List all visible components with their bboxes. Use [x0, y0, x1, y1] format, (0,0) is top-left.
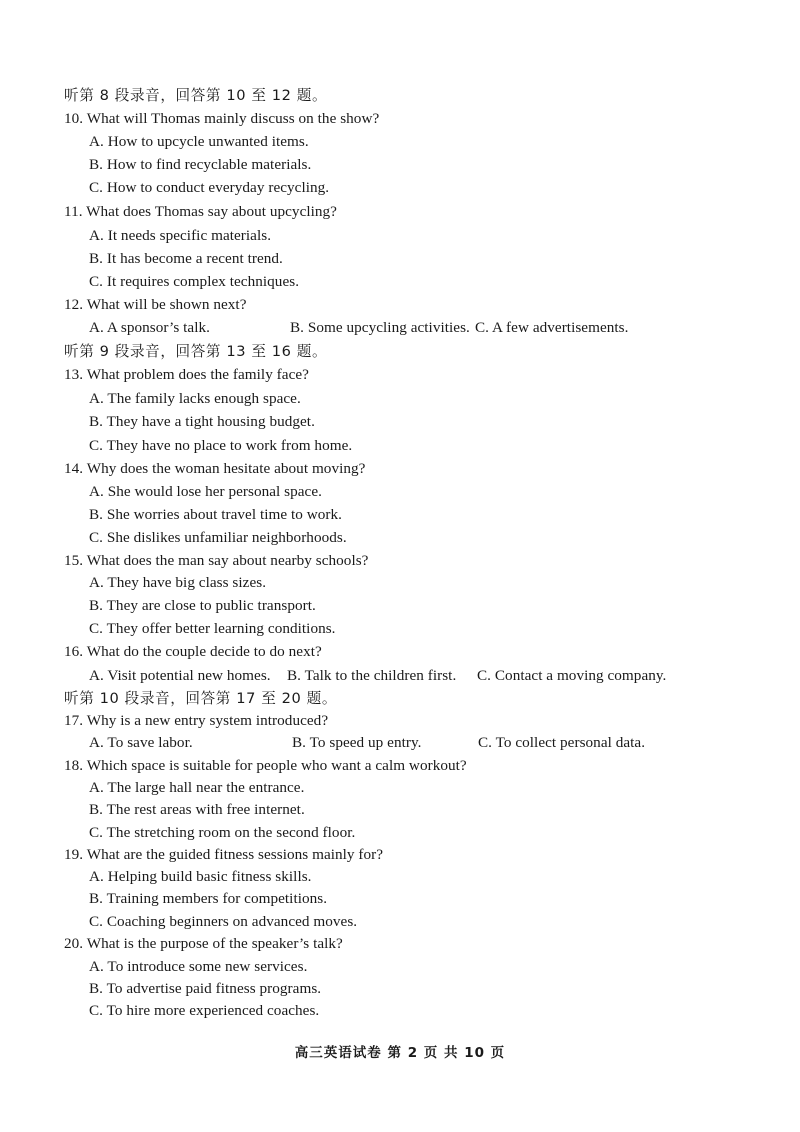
answer-option: C. She dislikes unfamiliar neighborhoods.: [89, 529, 347, 546]
page-footer: 高三英语试卷 第 2 页 共 10 页: [294, 1045, 506, 1061]
question-stem: 20. What is the purpose of the speaker’s talk?: [64, 935, 343, 952]
answer-option: C. A few advertisements.: [475, 319, 629, 336]
answer-option: B. Some upcycling activities.: [290, 319, 470, 336]
answer-option: A. To introduce some new services.: [89, 958, 308, 975]
answer-option: B. Talk to the children first.: [287, 667, 457, 684]
section-heading: 听第 8 段录音，回答第 10 至 12 题。: [64, 87, 328, 104]
answer-option: B. To speed up entry.: [292, 734, 422, 751]
answer-option: C. The stretching room on the second floor.: [89, 824, 356, 841]
answer-option: B. How to find recyclable materials.: [89, 156, 312, 173]
question-stem: 12. What will be shown next?: [64, 296, 247, 313]
answer-option: A. It needs specific materials.: [89, 227, 272, 244]
answer-option: A. How to upcycle unwanted items.: [89, 133, 309, 150]
answer-option: C. To hire more experienced coaches.: [89, 1002, 320, 1019]
question-stem: 16. What do the couple decide to do next?: [64, 643, 322, 660]
question-stem: 11. What does Thomas say about upcycling?: [64, 203, 337, 220]
answer-option: A. Visit potential new homes.: [89, 667, 271, 684]
answer-option: A. The large hall near the entrance.: [89, 779, 305, 796]
answer-option: A. A sponsor’s talk.: [89, 319, 210, 336]
question-stem: 19. What are the guided fitness sessions mainly for?: [64, 846, 384, 863]
answer-option: B. Training members for competitions.: [89, 890, 328, 907]
answer-option: B. The rest areas with free internet.: [89, 801, 305, 818]
answer-option: C. How to conduct everyday recycling.: [89, 179, 330, 196]
answer-option: C. It requires complex techniques.: [89, 273, 300, 290]
answer-option: A. The family lacks enough space.: [89, 390, 301, 407]
answer-option: C. Coaching beginners on advanced moves.: [89, 913, 358, 930]
answer-option: B. It has become a recent trend.: [89, 250, 283, 267]
question-stem: 18. Which space is suitable for people who want a calm workout?: [64, 757, 467, 774]
answer-option: C. They offer better learning conditions.: [89, 620, 336, 637]
answer-option: A. Helping build basic fitness skills.: [89, 868, 312, 885]
answer-option: B. To advertise paid fitness programs.: [89, 980, 322, 997]
answer-option: B. They have a tight housing budget.: [89, 413, 315, 430]
question-stem: 15. What does the man say about nearby schools?: [64, 552, 369, 569]
section-heading: 听第 10 段录音，回答第 17 至 20 题。: [64, 690, 338, 707]
answer-option: C. To collect personal data.: [478, 734, 646, 751]
question-stem: 14. Why does the woman hesitate about moving?: [64, 460, 366, 477]
question-stem: 17. Why is a new entry system introduced?: [64, 712, 329, 729]
answer-option: A. To save labor.: [89, 734, 193, 751]
question-stem: 13. What problem does the family face?: [64, 366, 309, 383]
answer-option: B. They are close to public transport.: [89, 597, 316, 614]
answer-option: A. She would lose her personal space.: [89, 483, 322, 500]
answer-option: A. They have big class sizes.: [89, 574, 267, 591]
section-heading: 听第 9 段录音，回答第 13 至 16 题。: [64, 343, 328, 360]
answer-option: C. Contact a moving company.: [477, 667, 667, 684]
answer-option: C. They have no place to work from home.: [89, 437, 353, 454]
question-stem: 10. What will Thomas mainly discuss on the show?: [64, 110, 380, 127]
answer-option: B. She worries about travel time to work.: [89, 506, 343, 523]
